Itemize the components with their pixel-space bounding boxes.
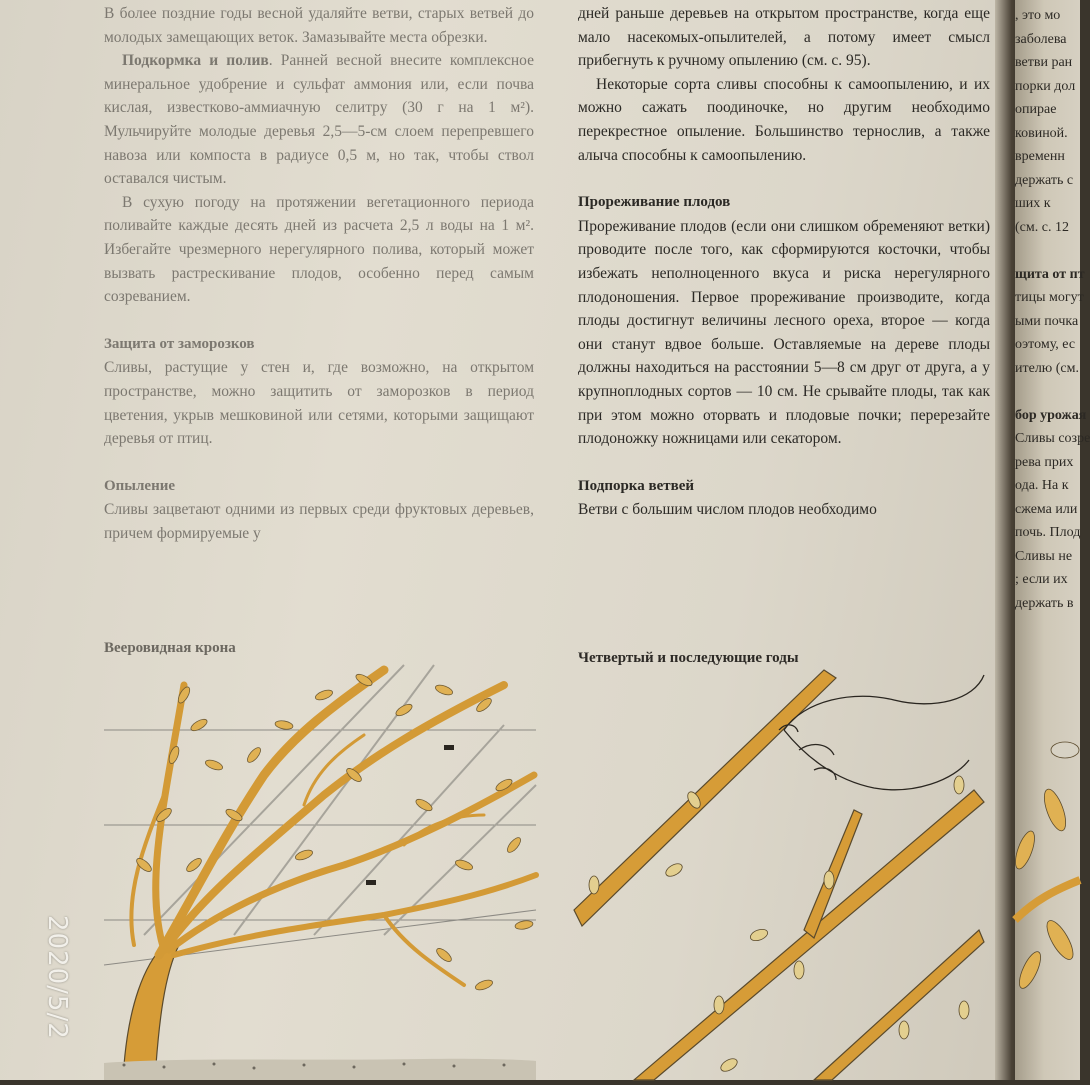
next-page-edge: [1015, 0, 1090, 1080]
thinning-illustration: [574, 670, 999, 1080]
left-text-column: [104, 2, 534, 545]
heading-pollination: Опыление: [104, 477, 176, 494]
next-page-line: почь. Плод: [1015, 525, 1081, 540]
paragraph-watering: В сухую погоду на протяжении вегетационного периода поливайте каждые десять дней из расчета 2,5 л воды на 1 м². Избегайте чрезмерного нерегулярного полива, который может вызвать растрескивание плодов, особенно перед самым созреванием.: [104, 193, 534, 306]
next-page-line: ших к: [1015, 196, 1051, 211]
next-page-line: тицы могут: [1015, 290, 1084, 305]
next-page-line: оэтому, ес: [1015, 337, 1076, 352]
next-page-line: щита от пт: [1015, 266, 1085, 282]
next-page-line: ; если их: [1015, 572, 1068, 587]
heading-frost-protection: Защита от заморозков: [104, 335, 255, 352]
next-page-line: ыми почка: [1015, 313, 1079, 329]
feeding-text: . Ранней весной внесите комплексное минеральное удобрение и сульфат аммония или, если почва кислая, известково-аммиачную селитру (30 г на 1 м²). Мульчируйте молодые деревья 2,5—5-см слоем перепревшего навоза или компоста в радиусе 0,5 м, но так, чтобы ствол оставался чистым.: [104, 52, 534, 188]
next-page-line: (см. с. 12: [1015, 219, 1069, 235]
fan-tree-illustration: [104, 665, 536, 1080]
paragraph-self-pollination: Некоторые сорта сливы способны к самоопылению, и их можно сажать поодиночке, но другим необходимо перекрестное опыление. Большинство тернослив, а также алыча способны к самоопылению.: [578, 75, 990, 164]
next-page-line: сжема или: [1015, 501, 1078, 517]
paragraph-branch-support: Ветви с большим числом плодов необходимо: [578, 501, 877, 519]
next-page-line: опирае: [1015, 102, 1057, 117]
next-page-line: бор урожая: [1015, 407, 1087, 423]
next-page-line: заболева: [1015, 31, 1067, 47]
next-page-line: ковиной.: [1015, 125, 1068, 141]
paragraph-feeding: [104, 49, 534, 191]
heading-branch-support: Подпорка ветвей: [578, 477, 695, 494]
heading-fruit-thinning: Прореживание плодов: [578, 194, 731, 211]
next-page-line: порки дол: [1015, 78, 1076, 94]
paragraph-pollination: Сливы зацветают одними из первых среди фруктовых деревьев, причем формируемые у: [104, 501, 534, 542]
next-page-line: временн: [1015, 149, 1065, 164]
next-page-line: ителю (см.: [1015, 360, 1080, 376]
next-page-leaf-illustration: [1015, 730, 1080, 1080]
next-page-line: ода. На к: [1015, 478, 1069, 493]
figure-title-fan-crown: Вееровидная крона: [104, 640, 236, 656]
next-page-line: ветви ран: [1015, 55, 1073, 70]
paragraph-pruning-late: В более поздние годы весной удаляйте ветви, старых ветвей до молодых замещающих веток. Замазывайте места обрезки.: [104, 5, 534, 46]
next-page-line: , это мо: [1015, 8, 1061, 23]
heading-feeding: Подкормка и полив: [122, 52, 269, 70]
right-text-column: [578, 2, 990, 522]
next-page-line: Сливы созре: [1015, 431, 1090, 446]
figure-title-fourth-year: Четвертый и последующие годы: [578, 650, 799, 666]
paragraph-hand-pollination: дней раньше деревьев на открытом пространстве, когда еще мало насекомых-опылителей, а потому имеет смысл прибегнуть к ручному опылению (см. с. 95).: [578, 5, 990, 70]
paragraph-frost-protection: Сливы, растущие у стен и, где возможно, на открытом пространстве, можно защитить от заморозков в период цветения, укрыв мешковиной или сетями, которыми защищают деревья от птиц.: [104, 359, 534, 448]
paragraph-fruit-thinning: Прореживание плодов (если они слишком обременяют ветки) проводите после того, как сформируются косточки, чтобы избежать неполноценного вкуса и риска нерегулярного плодоношения. Первое прореживание производите, когда плоды достигнут величины лесного ореха, второе — когда они станут вдвое больше. Оставляемые на дереве плоды должны находиться на расстоянии 5—8 см друг от друга, а у крупноплодных сортов — 10 см. Не срывайте плоды, так как при этом можно оторвать и плодовые почки; перерезайте плодоножку ножницами или секатором.: [578, 217, 990, 448]
photo-date-stamp: 2020/5/2: [42, 915, 72, 1040]
next-page-line: Сливы не: [1015, 548, 1073, 564]
next-page-line: держать в: [1015, 595, 1074, 611]
next-page-line: держать с: [1015, 172, 1074, 188]
next-page-line: рева прих: [1015, 454, 1074, 470]
